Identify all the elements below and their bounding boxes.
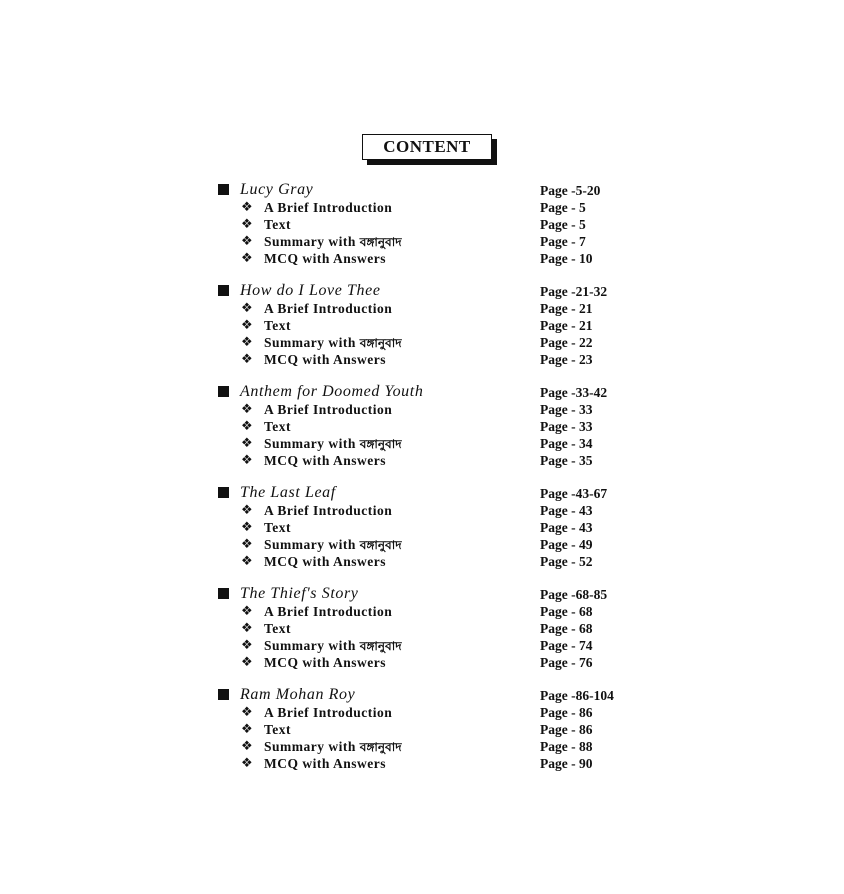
toc-item[interactable] bbox=[218, 300, 638, 317]
toc-item-text: MCQ with Answers bbox=[264, 655, 386, 670]
toc-item-page: Page - 23 bbox=[540, 352, 593, 367]
toc-item-page: Page - 21 bbox=[540, 301, 593, 316]
toc-section bbox=[218, 180, 638, 267]
section-page-range: Page -5-20 bbox=[540, 183, 601, 198]
black-square-bullet-icon bbox=[218, 184, 229, 195]
four-diamond-bullet-icon: ❖ bbox=[241, 251, 253, 266]
black-square-bullet-icon bbox=[218, 487, 229, 498]
four-diamond-bullet-icon: ❖ bbox=[241, 739, 253, 754]
section-page-range: Page -86-104 bbox=[540, 688, 614, 703]
toc-item[interactable] bbox=[218, 536, 638, 553]
four-diamond-bullet-icon: ❖ bbox=[241, 604, 253, 619]
toc-item-label bbox=[264, 452, 386, 469]
toc-item-page: Page - 22 bbox=[540, 335, 593, 350]
toc-section bbox=[218, 584, 638, 671]
toc-item-page: Page - 34 bbox=[540, 436, 593, 451]
toc-item-text: Text bbox=[264, 318, 292, 333]
toc-item-label bbox=[264, 536, 402, 554]
toc-item-text: Summary with bbox=[264, 234, 356, 249]
black-square-bullet-icon bbox=[218, 588, 229, 599]
toc-item[interactable] bbox=[218, 334, 638, 351]
toc-item-page: Page - 86 bbox=[540, 722, 593, 737]
toc-item-label bbox=[264, 300, 392, 317]
toc-item-page: Page - 86 bbox=[540, 705, 593, 720]
section-title: Lucy Gray bbox=[240, 181, 314, 198]
toc-item-label bbox=[264, 603, 392, 620]
toc-item[interactable] bbox=[218, 452, 638, 469]
toc-item-text: A Brief Introduction bbox=[264, 705, 393, 720]
content-heading bbox=[362, 134, 492, 160]
toc-item-text: Text bbox=[264, 217, 292, 232]
toc-item-label bbox=[264, 755, 386, 772]
toc-item-label bbox=[264, 721, 291, 738]
toc-item[interactable] bbox=[218, 721, 638, 738]
toc-item-label bbox=[264, 519, 291, 536]
four-diamond-bullet-icon: ❖ bbox=[241, 554, 253, 569]
four-diamond-bullet-icon: ❖ bbox=[241, 655, 253, 670]
toc-item-label bbox=[264, 199, 392, 216]
toc-item-page: Page - 76 bbox=[540, 655, 593, 670]
four-diamond-bullet-icon: ❖ bbox=[241, 301, 253, 316]
bengali-translation-label: বঙ্গানুবাদ bbox=[359, 336, 402, 350]
toc-item-label bbox=[264, 704, 392, 721]
section-page-range: Page -43-67 bbox=[540, 486, 608, 501]
toc-item-label bbox=[264, 216, 291, 233]
four-diamond-bullet-icon: ❖ bbox=[241, 436, 253, 451]
toc-item-text: MCQ with Answers bbox=[264, 251, 386, 266]
toc-item-label bbox=[264, 317, 291, 334]
toc-item-label bbox=[264, 401, 392, 418]
black-square-bullet-icon bbox=[218, 386, 229, 397]
toc-item-label bbox=[264, 435, 402, 453]
four-diamond-bullet-icon: ❖ bbox=[241, 318, 253, 333]
toc-item-text: Text bbox=[264, 621, 292, 636]
toc-item[interactable] bbox=[218, 637, 638, 654]
toc-item-page: Page - 43 bbox=[540, 503, 593, 518]
four-diamond-bullet-icon: ❖ bbox=[241, 503, 253, 518]
toc-item-page: Page - 52 bbox=[540, 554, 593, 569]
toc-section bbox=[218, 281, 638, 368]
toc-section-header[interactable] bbox=[218, 180, 638, 199]
toc-item[interactable] bbox=[218, 519, 638, 536]
four-diamond-bullet-icon: ❖ bbox=[241, 453, 253, 468]
section-title: How do I Love Thee bbox=[240, 282, 381, 299]
page-title: CONTENT bbox=[362, 134, 492, 160]
toc-item-page: Page - 68 bbox=[540, 604, 593, 619]
toc-item[interactable] bbox=[218, 199, 638, 216]
toc-section-header[interactable] bbox=[218, 483, 638, 502]
bengali-translation-label: বঙ্গানুবাদ bbox=[359, 639, 402, 653]
toc-item-label bbox=[264, 334, 402, 352]
toc-item-page: Page - 33 bbox=[540, 419, 593, 434]
section-title: The Last Leaf bbox=[240, 484, 336, 501]
toc-item-label bbox=[264, 233, 402, 251]
four-diamond-bullet-icon: ❖ bbox=[241, 200, 253, 215]
toc-item-page: Page - 90 bbox=[540, 756, 593, 771]
toc-item-text: MCQ with Answers bbox=[264, 756, 386, 771]
toc-item-page: Page - 7 bbox=[540, 234, 586, 249]
section-page-range: Page -21-32 bbox=[540, 284, 608, 299]
toc-item-label bbox=[264, 553, 386, 570]
black-square-bullet-icon bbox=[218, 285, 229, 296]
toc-item-page: Page - 5 bbox=[540, 200, 586, 215]
four-diamond-bullet-icon: ❖ bbox=[241, 520, 253, 535]
section-title: Ram Mohan Roy bbox=[240, 686, 356, 703]
four-diamond-bullet-icon: ❖ bbox=[241, 722, 253, 737]
four-diamond-bullet-icon: ❖ bbox=[241, 352, 253, 367]
toc-item-label bbox=[264, 654, 386, 671]
four-diamond-bullet-icon: ❖ bbox=[241, 335, 253, 350]
toc-item-page: Page - 21 bbox=[540, 318, 593, 333]
toc-item-page: Page - 49 bbox=[540, 537, 593, 552]
toc-item[interactable] bbox=[218, 351, 638, 368]
toc-item-page: Page - 33 bbox=[540, 402, 593, 417]
section-title: Anthem for Doomed Youth bbox=[240, 383, 424, 400]
section-title: The Thief's Story bbox=[240, 585, 359, 602]
toc-item-text: Text bbox=[264, 419, 292, 434]
toc-item-text: Text bbox=[264, 520, 292, 535]
toc-item-label bbox=[264, 637, 402, 655]
toc-item-text: Summary with bbox=[264, 638, 356, 653]
toc-item[interactable] bbox=[218, 216, 638, 233]
toc-item-page: Page - 88 bbox=[540, 739, 593, 754]
toc-item-label bbox=[264, 250, 386, 267]
toc-item-label bbox=[264, 418, 291, 435]
four-diamond-bullet-icon: ❖ bbox=[241, 217, 253, 232]
toc-item-text: MCQ with Answers bbox=[264, 352, 386, 367]
toc-section bbox=[218, 382, 638, 469]
toc-item-text: MCQ with Answers bbox=[264, 554, 386, 569]
toc-section-header[interactable] bbox=[218, 584, 638, 603]
toc-item-page: Page - 10 bbox=[540, 251, 593, 266]
toc-section bbox=[218, 685, 638, 772]
toc-item-page: Page - 68 bbox=[540, 621, 593, 636]
toc-item-text: A Brief Introduction bbox=[264, 503, 393, 518]
toc-item-page: Page - 43 bbox=[540, 520, 593, 535]
toc-section-header[interactable] bbox=[218, 281, 638, 300]
toc-item[interactable] bbox=[218, 317, 638, 334]
section-page-range: Page -33-42 bbox=[540, 385, 608, 400]
toc-item-text: Text bbox=[264, 722, 292, 737]
toc-item-text: A Brief Introduction bbox=[264, 604, 393, 619]
bengali-translation-label: বঙ্গানুবাদ bbox=[359, 538, 402, 552]
toc-item-page: Page - 74 bbox=[540, 638, 593, 653]
toc-item-label bbox=[264, 738, 402, 756]
toc-item[interactable] bbox=[218, 603, 638, 620]
toc-item[interactable] bbox=[218, 755, 638, 772]
four-diamond-bullet-icon: ❖ bbox=[241, 756, 253, 771]
toc-item[interactable] bbox=[218, 620, 638, 637]
toc-section-header[interactable] bbox=[218, 382, 638, 401]
toc-item[interactable] bbox=[218, 233, 638, 250]
toc-item-text: Summary with bbox=[264, 335, 356, 350]
toc-item[interactable] bbox=[218, 435, 638, 452]
four-diamond-bullet-icon: ❖ bbox=[241, 621, 253, 636]
four-diamond-bullet-icon: ❖ bbox=[241, 419, 253, 434]
toc-item-page: Page - 35 bbox=[540, 453, 593, 468]
toc-item-label bbox=[264, 502, 392, 519]
toc-item-text: A Brief Introduction bbox=[264, 200, 393, 215]
toc-item-label bbox=[264, 351, 386, 368]
toc-item[interactable] bbox=[218, 250, 638, 267]
four-diamond-bullet-icon: ❖ bbox=[241, 537, 253, 552]
toc-item-text: A Brief Introduction bbox=[264, 301, 393, 316]
black-square-bullet-icon bbox=[218, 689, 229, 700]
toc-item[interactable] bbox=[218, 401, 638, 418]
toc-section-header[interactable] bbox=[218, 685, 638, 704]
bengali-translation-label: বঙ্গানুবাদ bbox=[359, 235, 402, 249]
toc-item-page: Page - 5 bbox=[540, 217, 586, 232]
toc-item[interactable] bbox=[218, 553, 638, 570]
toc-item-text: A Brief Introduction bbox=[264, 402, 393, 417]
toc-item[interactable] bbox=[218, 704, 638, 721]
toc-item-text: Summary with bbox=[264, 739, 356, 754]
four-diamond-bullet-icon: ❖ bbox=[241, 705, 253, 720]
bengali-translation-label: বঙ্গানুবাদ bbox=[359, 740, 402, 754]
section-page-range: Page -68-85 bbox=[540, 587, 608, 602]
toc-item-text: MCQ with Answers bbox=[264, 453, 386, 468]
table-of-contents bbox=[218, 180, 638, 786]
toc-item[interactable] bbox=[218, 738, 638, 755]
bengali-translation-label: বঙ্গানুবাদ bbox=[359, 437, 402, 451]
toc-item-text: Summary with bbox=[264, 436, 356, 451]
four-diamond-bullet-icon: ❖ bbox=[241, 638, 253, 653]
four-diamond-bullet-icon: ❖ bbox=[241, 402, 253, 417]
toc-item[interactable] bbox=[218, 502, 638, 519]
toc-item[interactable] bbox=[218, 654, 638, 671]
toc-item[interactable] bbox=[218, 418, 638, 435]
four-diamond-bullet-icon: ❖ bbox=[241, 234, 253, 249]
toc-section bbox=[218, 483, 638, 570]
toc-item-label bbox=[264, 620, 291, 637]
toc-item-text: Summary with bbox=[264, 537, 356, 552]
